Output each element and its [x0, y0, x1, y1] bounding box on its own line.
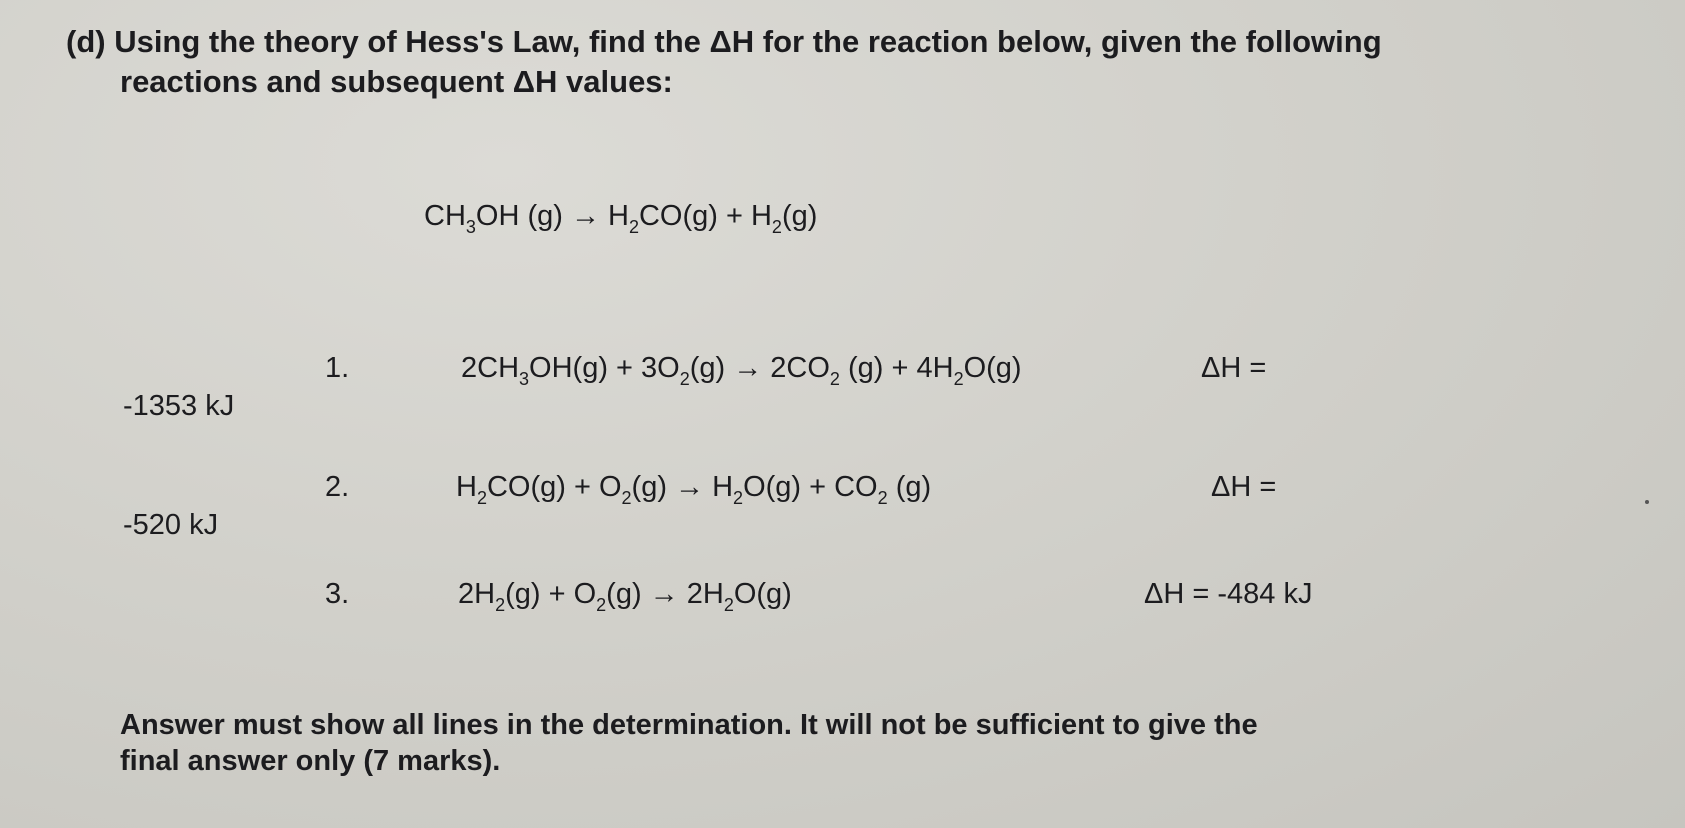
reaction-1-equation: $2CH_3OH(g) + 3O_2(g) \to 2CO_2$ $(g) + 4H_2O(g)$: [461, 352, 1022, 389]
reaction-1-dh-value: -1353 kJ: [123, 390, 235, 422]
reaction-2-number: 2.: [325, 471, 350, 503]
reaction-3-equation: $2H_2(g) + O_2(g) \to 2H_2O(g)$: [458, 578, 792, 615]
target-reaction: $CH_3OH$ $(g) \to H_2CO(g) + H_2(g)$: [424, 200, 818, 237]
question-line-1: (d) Using the theory of Hess's Law, find the ΔH for the reaction below, given the following: [66, 24, 1382, 59]
question-line-2: reactions and subsequent ΔH values:: [120, 64, 673, 99]
reaction-2-equation: $H_2CO(g) + O_2(g) \to H_2O(g) + CO_2$ (g): [456, 471, 932, 508]
instructions-line-1: Answer must show all lines in the determination. It will not be sufficient to give the: [120, 709, 1258, 741]
reaction-2-dh-value: -520 kJ: [123, 509, 219, 541]
reaction-1-number: 1.: [325, 352, 350, 384]
reaction-2-dh-label: ΔH =: [1211, 471, 1277, 503]
reaction-3-number: 3.: [325, 578, 350, 610]
instructions-line-2: final answer only (7 marks).: [120, 745, 501, 777]
reaction-3-dh-label: ΔH = -484 kJ: [1144, 578, 1313, 610]
paper-speck: [1645, 500, 1649, 504]
reaction-1-dh-label: ΔH =: [1201, 352, 1267, 384]
